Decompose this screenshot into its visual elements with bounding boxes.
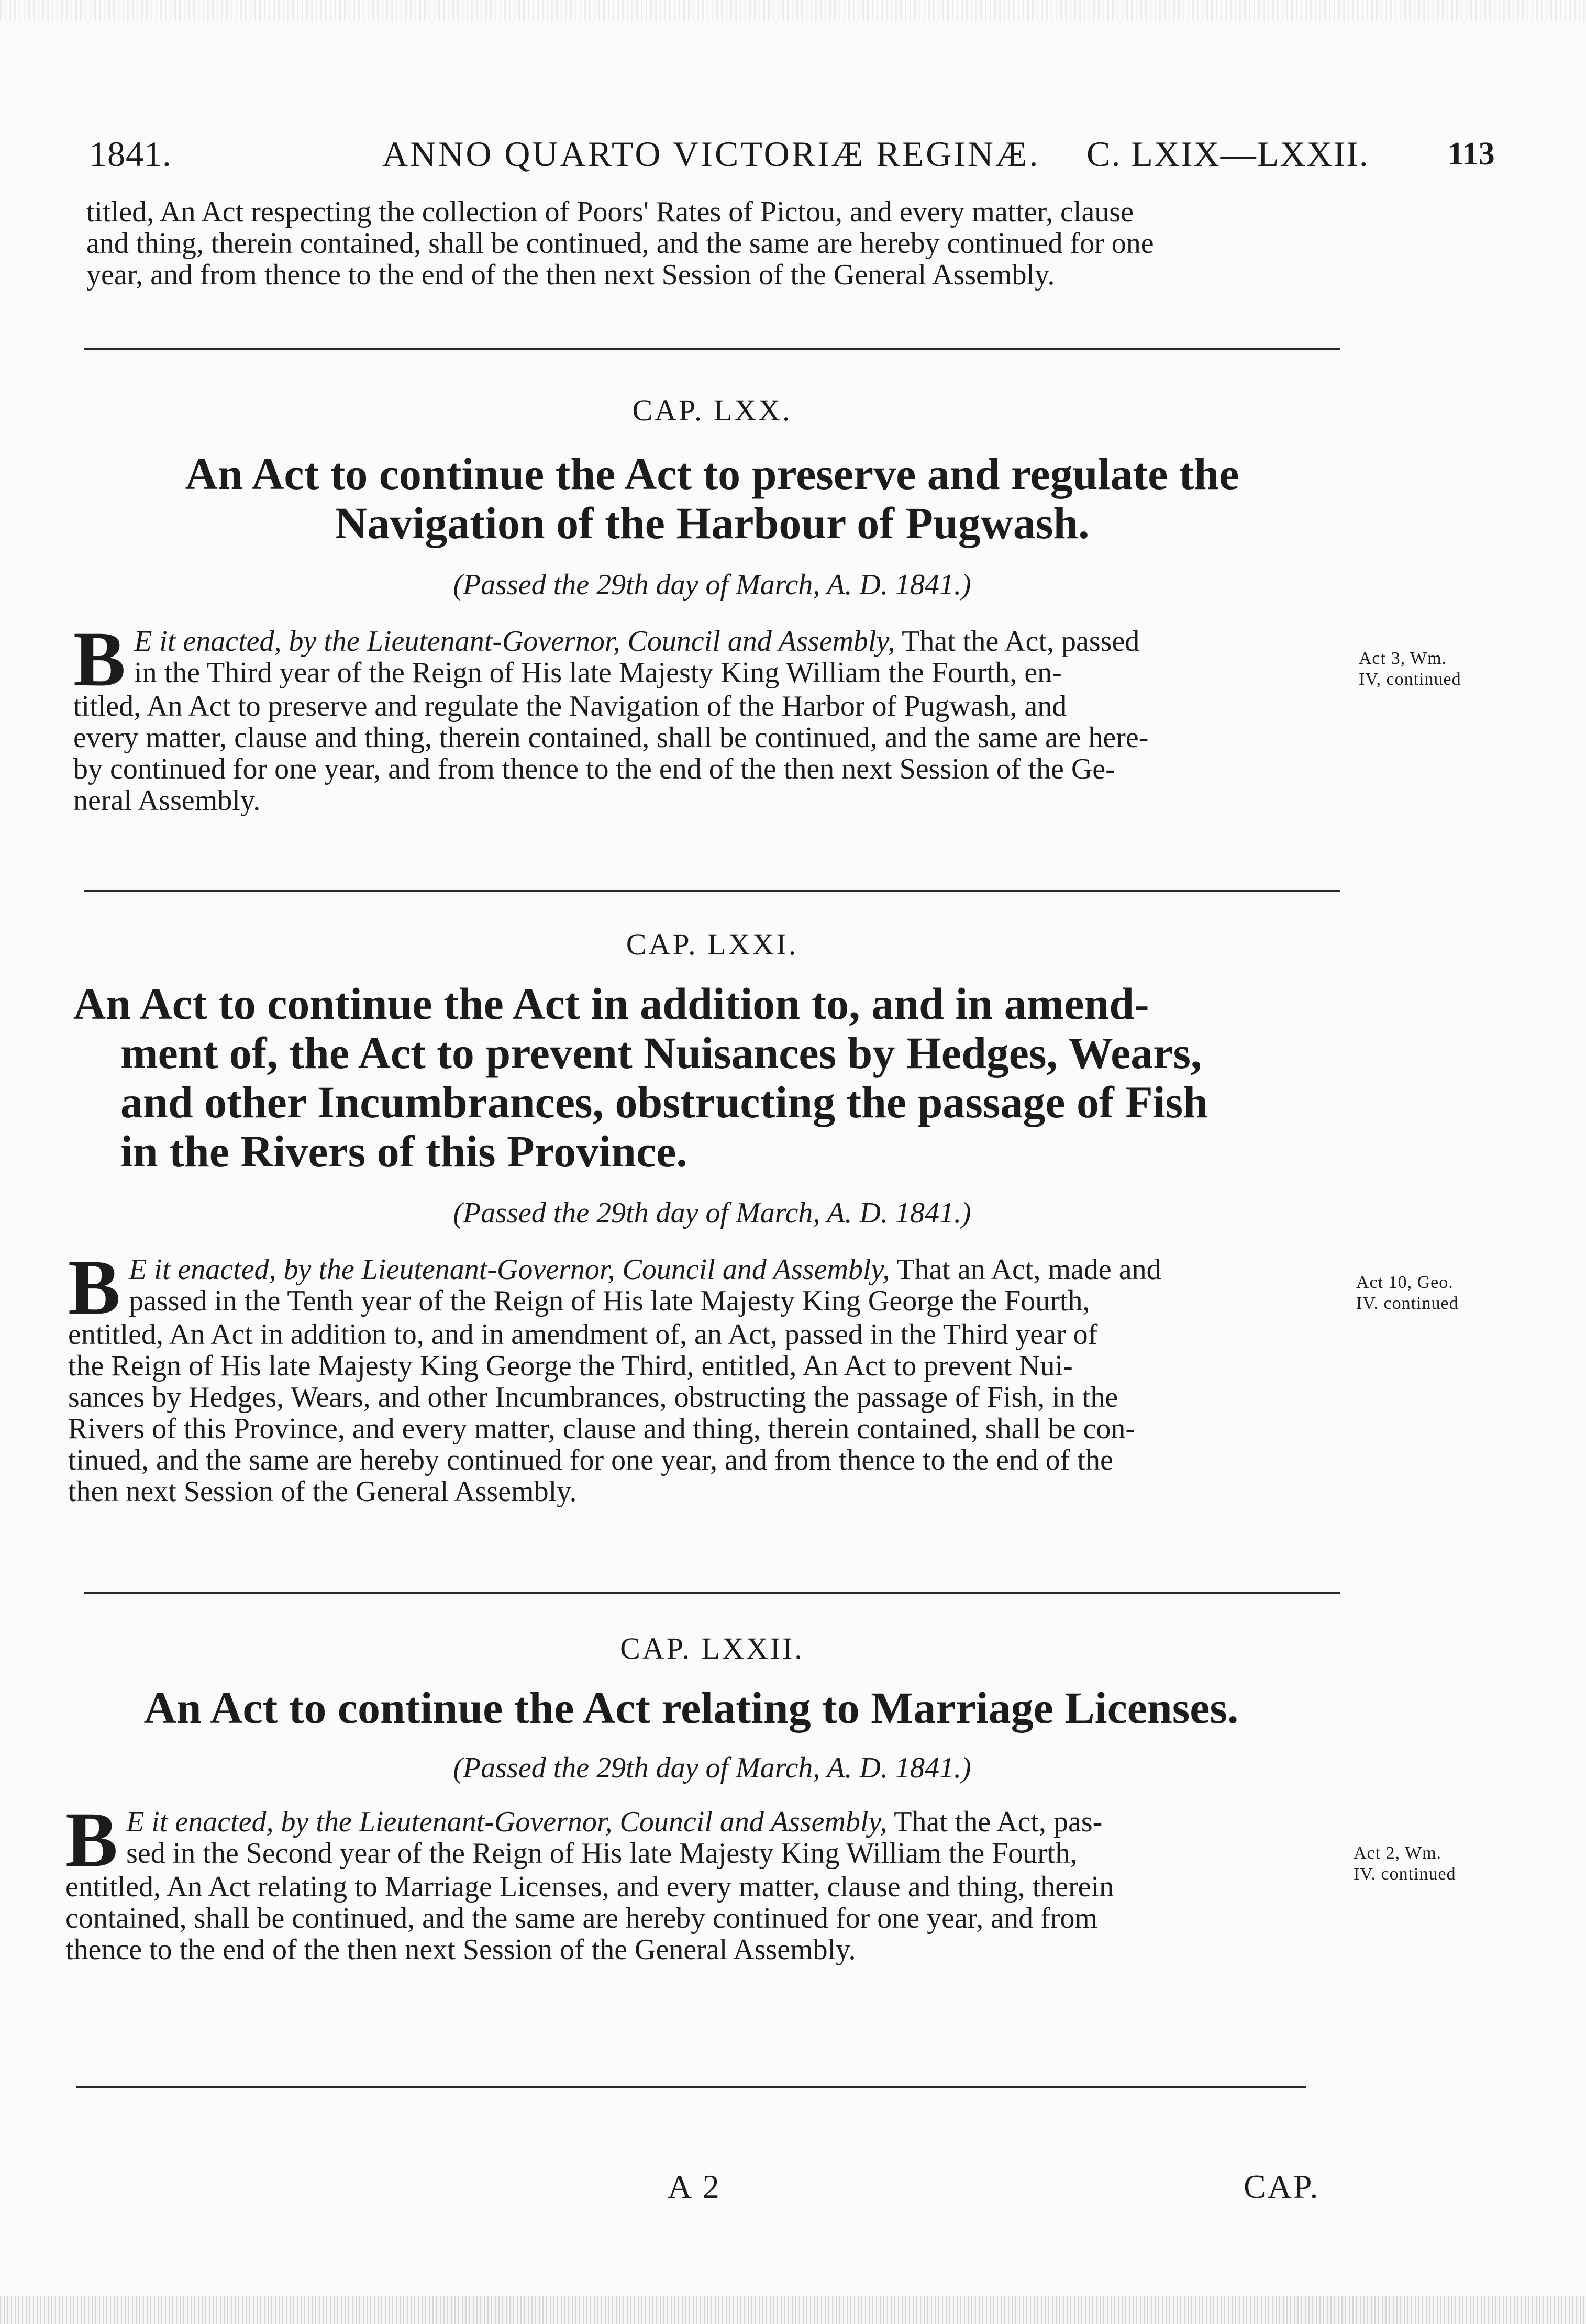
text-line: by continued for one year, and from thence to the end of the then next Session of the Ge- <box>73 753 1115 785</box>
text-line: and thing, therein contained, shall be continued, and the same are hereby continued for one <box>86 227 1154 260</box>
text-line: sances by Hedges, Wears, and other Incumbrances, obstructing the passage of Fish, in the <box>68 1381 1118 1414</box>
act-title <box>79 449 1346 548</box>
running-head-title: ANNO QUARTO VICTORIÆ REGINÆ. <box>382 134 1040 174</box>
text-line: contained, shall be continued, and the same are hereby continued for one year, and from <box>65 1902 1097 1934</box>
cap-label: CAP. LXXI. <box>626 927 798 961</box>
margin-note-line: IV. continued <box>1356 1294 1459 1313</box>
margin-note-line: IV. continued <box>1354 1864 1456 1884</box>
act-title-line: and other Incumbrances, obstructing the passage of Fish <box>120 1077 1208 1127</box>
act-title-line: ment of, the Act to prevent Nuisances by Hedges, Wears, <box>120 1028 1202 1078</box>
text-fragment: That the Act, pas- <box>887 1806 1103 1838</box>
cap-label: CAP. LXX. <box>632 393 792 427</box>
text-line: Rivers of this Province, and every matter, clause and thing, therein contained, shall be con- <box>68 1413 1136 1445</box>
enacting-paragraph <box>73 616 1348 817</box>
drop-cap: B <box>65 1796 118 1883</box>
passed-date: (Passed the 29th day of March, A. D. 1841.) <box>453 569 971 601</box>
scan-noise-bottom <box>0 2296 1586 2324</box>
act-title-line: An Act to continue the Act in addition to, and in amend- <box>73 978 1149 1029</box>
cap-label: CAP. LXXII. <box>620 1631 804 1665</box>
text-line: thence to the end of the then next Session of the General Assembly. <box>65 1933 856 1966</box>
text-line: neral Assembly. <box>73 784 261 817</box>
drop-cap: B <box>68 1244 121 1331</box>
text-line: in the Third year of the Reign of His late Majesty King William the Fourth, en- <box>134 657 1062 689</box>
text-line: passed in the Tenth year of the Reign of His late Majesty King George the Fourth, <box>129 1285 1090 1317</box>
section-divider <box>84 890 1340 892</box>
text-line: then next Session of the General Assembly. <box>68 1475 577 1508</box>
text-line: tinued, and the same are hereby continued for one year, and from thence to the end of the <box>68 1444 1113 1476</box>
section-divider <box>76 2086 1306 2088</box>
section-divider <box>84 1592 1340 1594</box>
text-line: the Reign of His late Majesty King George the Third, entitled, An Act to prevent Nui- <box>68 1350 1073 1382</box>
passed-date: (Passed the 29th day of March, A. D. 1841.) <box>453 1197 971 1229</box>
text-fragment: That the Act, passed <box>895 625 1140 658</box>
text-line: year, and from thence to the end of the then next Session of the General Assembly. <box>86 259 1055 291</box>
text-fragment: That an Act, made and <box>890 1253 1161 1286</box>
margin-note-line: Act 2, Wm. <box>1354 1843 1442 1863</box>
drop-cap: B <box>73 616 126 703</box>
margin-note <box>1356 1272 1459 1314</box>
enacting-paragraph <box>68 1244 1348 1508</box>
continuation-paragraph <box>86 196 1348 291</box>
enacting-clause: E it enacted, by the Lieutenant-Governor, Council and Assembly, <box>134 625 895 658</box>
act-title-line: An Act to continue the Act relating to Marriage Licenses. <box>143 1683 1239 1733</box>
passed-date: (Passed the 29th day of March, A. D. 1841.) <box>453 1752 971 1784</box>
act-title-line: in the Rivers of this Province. <box>120 1126 687 1176</box>
text-line: every matter, clause and thing, therein contained, shall be continued, and the same are here- <box>73 721 1149 754</box>
text-line: titled, An Act respecting the collection of Poors' Rates of Pictou, and every matter, clause <box>86 196 1134 228</box>
enacting-clause: E it enacted, by the Lieutenant-Governor, Council and Assembly, <box>129 1253 890 1286</box>
text-line: titled, An Act to preserve and regulate the Navigation of the Harbor of Pugwash, and <box>73 690 1067 722</box>
scan-noise-top <box>0 0 1586 21</box>
running-head-chapters: C. LXIX—LXXII. <box>1086 134 1369 174</box>
act-title <box>21 1683 1361 1732</box>
enacting-paragraph <box>65 1796 1346 1966</box>
enacting-clause: E it enacted, by the Lieutenant-Governor, Council and Assembly, <box>126 1806 888 1838</box>
act-title <box>73 979 1351 1176</box>
catchword: CAP. <box>1244 2168 1320 2205</box>
margin-note <box>1354 1843 1456 1885</box>
signature-mark: A 2 <box>668 2168 722 2205</box>
text-line: entitled, An Act relating to Marriage Licenses, and every matter, clause and thing, therein <box>65 1871 1114 1903</box>
running-head <box>89 134 1513 181</box>
running-head-year: 1841. <box>89 134 172 174</box>
page-number: 113 <box>1448 136 1495 172</box>
margin-note <box>1359 648 1461 690</box>
act-title-line: Navigation of the Harbour of Pugwash. <box>335 498 1090 548</box>
act-title-line: An Act to continue the Act to preserve and regulate the <box>185 449 1239 499</box>
margin-note-line: IV, continued <box>1359 670 1461 689</box>
text-line: entitled, An Act in addition to, and in amendment of, an Act, passed in the Third year of <box>68 1318 1098 1351</box>
section-divider <box>84 348 1340 350</box>
margin-note-line: Act 10, Geo. <box>1356 1273 1454 1292</box>
text-line: sed in the Second year of the Reign of His late Majesty King William the Fourth, <box>126 1837 1078 1870</box>
margin-note-line: Act 3, Wm. <box>1359 649 1447 668</box>
